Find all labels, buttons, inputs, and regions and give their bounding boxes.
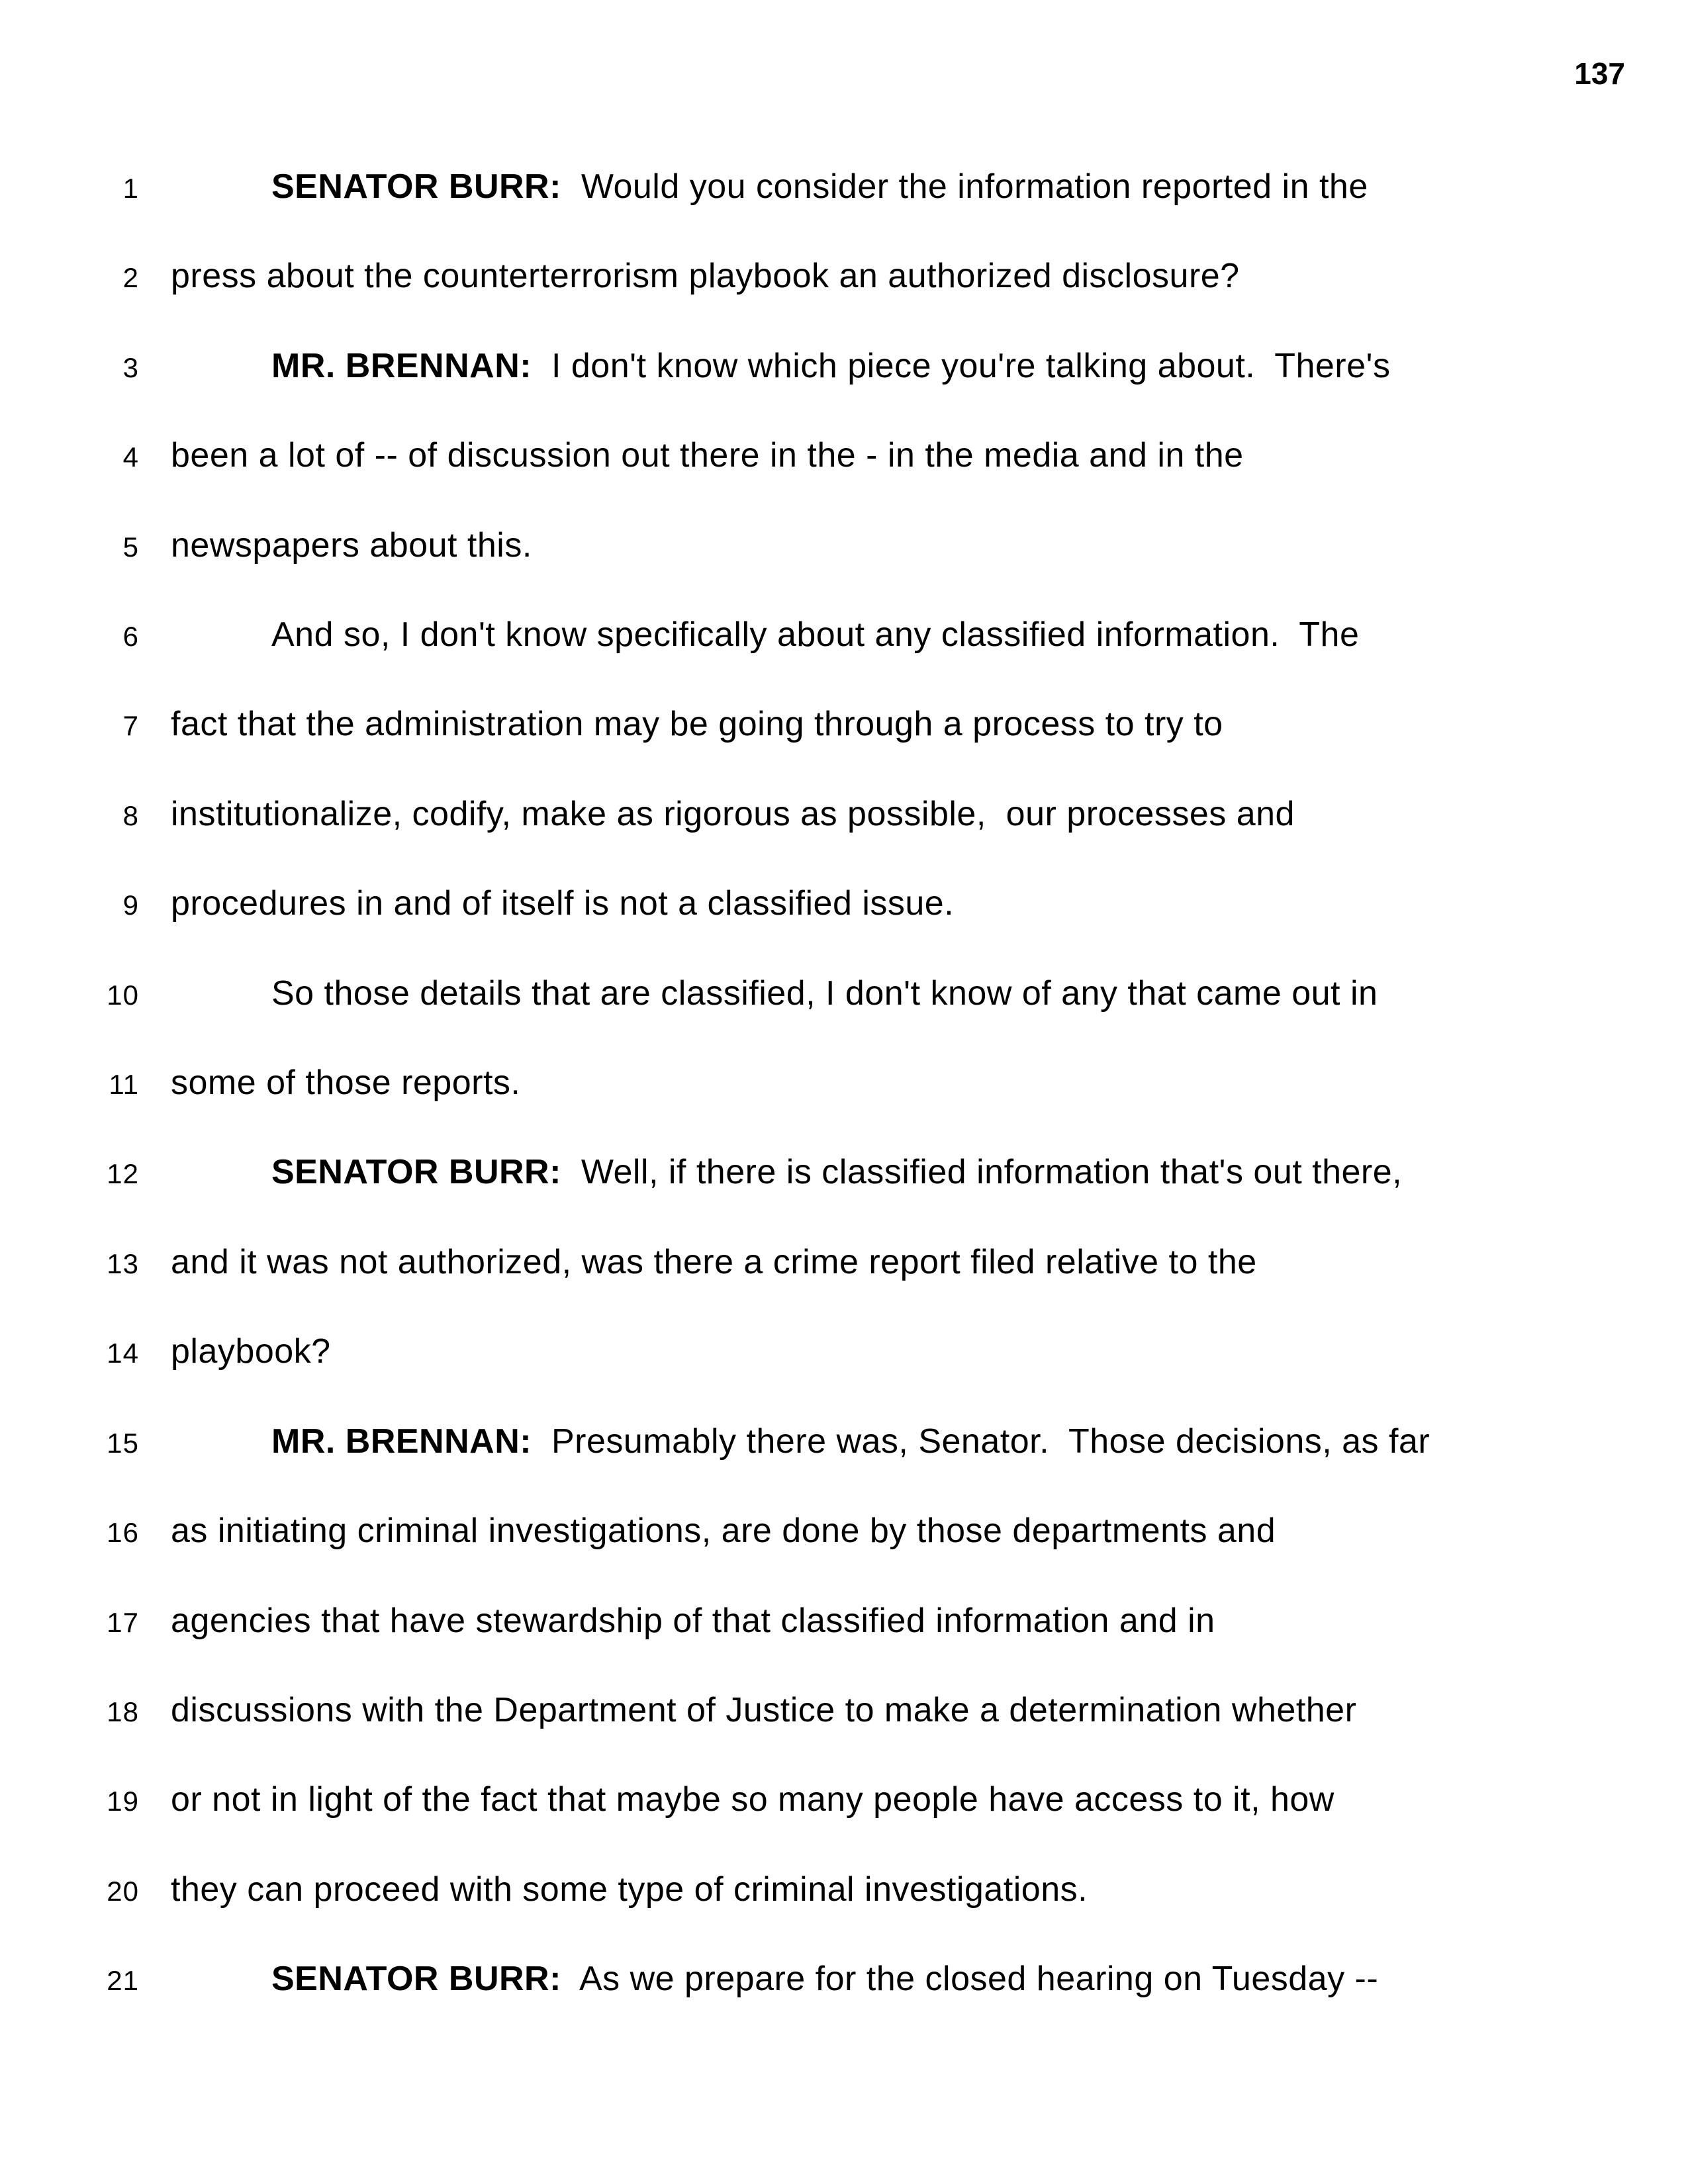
transcript-line — [0, 143, 1642, 232]
line-words: As we prepare for the closed hearing on Tuesday -- — [561, 1960, 1379, 1999]
transcript-line — [0, 860, 1642, 949]
line-words: press about the counterterrorism playbook an authorized disclosure? — [171, 257, 1240, 296]
transcript-line — [0, 591, 1642, 680]
line-words: So those details that are classified, I don't know of any that came out in — [271, 974, 1378, 1013]
line-text — [139, 1846, 1088, 1933]
line-text — [139, 1577, 1215, 1664]
line-text — [139, 680, 1223, 768]
transcript-line — [0, 1039, 1642, 1128]
line-number: 14 — [107, 1338, 139, 1369]
line-words: procedures in and of itself is not a classified issue. — [171, 884, 955, 923]
speaker-name: MR. BRENNAN: — [271, 346, 532, 385]
line-text — [139, 770, 1295, 858]
line-number: 20 — [107, 1875, 139, 1907]
transcript-line — [0, 1218, 1642, 1308]
line-text — [139, 1128, 1402, 1216]
line-number: 7 — [122, 710, 139, 742]
line-words: I don't know which piece you're talking about. There's — [532, 346, 1391, 385]
line-number: 12 — [107, 1158, 139, 1190]
line-number: 11 — [109, 1069, 139, 1101]
transcript-line — [0, 1128, 1642, 1218]
line-text — [139, 143, 1368, 230]
line-number: 3 — [122, 351, 139, 383]
line-number: 6 — [122, 621, 139, 653]
line-words: institutionalize, codify, make as rigorous as possible, our processes and — [171, 794, 1295, 833]
line-text — [139, 502, 532, 589]
line-text — [139, 591, 1359, 678]
transcript-line — [0, 412, 1642, 501]
speaker-name: SENATOR BURR: — [271, 1153, 561, 1192]
transcript-line — [0, 680, 1642, 770]
line-number: 4 — [122, 441, 139, 473]
line-number: 18 — [107, 1696, 139, 1727]
line-words: newspapers about this. — [171, 525, 532, 565]
line-text — [139, 860, 954, 947]
transcript-line — [0, 1846, 1642, 1935]
line-words: they can proceed with some type of criminal investigations. — [171, 1870, 1088, 1909]
line-number: 13 — [107, 1248, 139, 1279]
line-number: 10 — [107, 979, 139, 1011]
line-number: 9 — [122, 889, 139, 921]
line-words: as initiating criminal investigations, are done by those departments and — [171, 1512, 1276, 1551]
transcript-line — [0, 1398, 1642, 1487]
line-words: fact that the administration may be going through a process to try to — [171, 705, 1223, 744]
transcript-line — [0, 770, 1642, 860]
line-number: 2 — [122, 262, 139, 294]
speaker-name: MR. BRENNAN: — [271, 1422, 532, 1461]
line-number: 16 — [107, 1517, 139, 1549]
line-words: been a lot of -- of discussion out there in the - in the media and in the — [171, 436, 1244, 475]
line-text — [139, 1398, 1430, 1485]
line-number: 5 — [122, 531, 139, 563]
line-words: Would you consider the information reported in the — [561, 167, 1368, 206]
line-number: 1 — [122, 173, 139, 204]
line-text — [139, 412, 1244, 499]
transcript-line — [0, 232, 1642, 322]
transcript-line — [0, 1756, 1642, 1845]
transcript-line — [0, 950, 1642, 1039]
transcript-body — [0, 143, 1642, 2025]
transcript-line — [0, 1666, 1642, 1756]
line-text — [139, 1487, 1276, 1574]
speaker-name: SENATOR BURR: — [271, 1960, 561, 1999]
line-words: discussions with the Department of Justice to make a determination whether — [171, 1690, 1357, 1729]
transcript-line — [0, 502, 1642, 591]
line-words: and it was not authorized, was there a crime report filed relative to the — [171, 1242, 1257, 1281]
speaker-name: SENATOR BURR: — [271, 167, 561, 206]
line-words: Presumably there was, Senator. Those decisions, as far — [532, 1422, 1430, 1461]
line-text — [139, 1039, 520, 1126]
line-text — [139, 1666, 1356, 1754]
transcript-line — [0, 1935, 1642, 2025]
line-words: And so, I don't know specifically about any classified information. The — [271, 615, 1360, 655]
transcript-line — [0, 1487, 1642, 1576]
transcript-line — [0, 322, 1642, 412]
line-number: 15 — [107, 1427, 139, 1459]
line-words: some of those reports. — [171, 1064, 521, 1103]
line-number: 19 — [107, 1786, 139, 1817]
line-number: 17 — [107, 1606, 139, 1638]
line-words: Well, if there is classified information that's out there, — [561, 1153, 1403, 1192]
line-text — [139, 322, 1390, 410]
line-text — [139, 232, 1240, 320]
line-text — [139, 1308, 331, 1395]
line-words: or not in light of the fact that maybe so many people have access to it, how — [171, 1780, 1335, 1819]
line-words: playbook? — [171, 1332, 331, 1371]
line-text — [139, 1218, 1257, 1306]
transcript-line — [0, 1308, 1642, 1397]
line-words: agencies that have stewardship of that classified information and in — [171, 1601, 1215, 1640]
line-text — [139, 1935, 1378, 2023]
page-number: 137 — [1574, 56, 1625, 91]
line-number: 8 — [122, 799, 139, 831]
line-text — [139, 1756, 1335, 1843]
line-number: 21 — [107, 1965, 139, 1997]
line-text — [139, 950, 1378, 1037]
transcript-line — [0, 1577, 1642, 1666]
